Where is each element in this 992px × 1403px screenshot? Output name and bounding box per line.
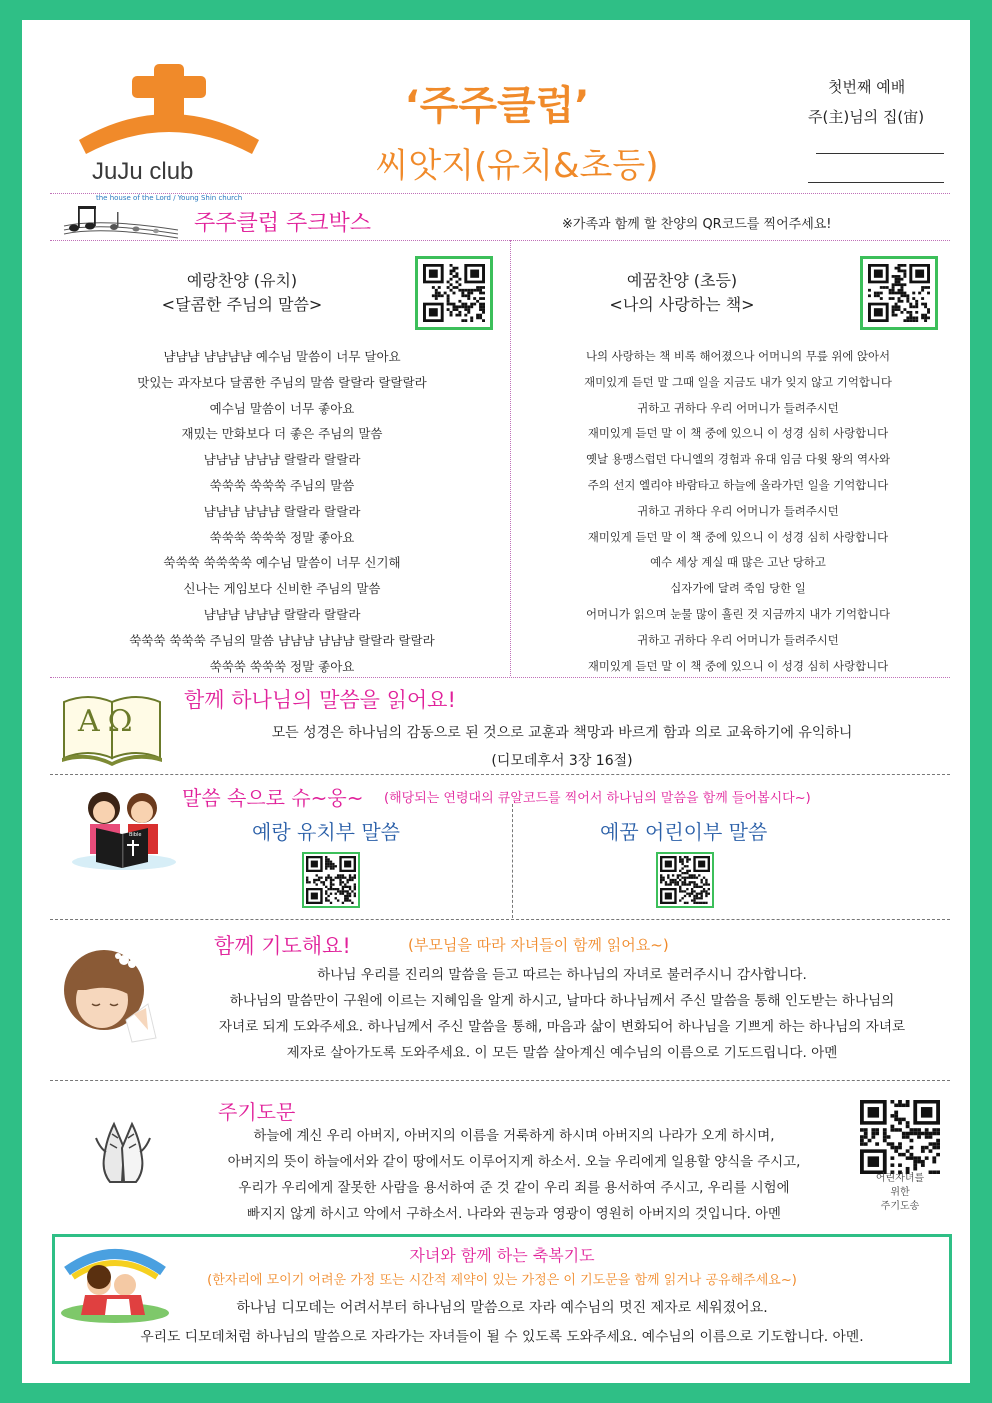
left-song-qr[interactable]	[415, 256, 493, 330]
prayer-line: 하나님의 말씀만이 구원에 이르는 지혜임을 알게 하시고, 날마다 하나님께서 주신 말씀을 통해 인도받는 하나님의	[229, 993, 895, 1009]
lyric-line: 재미있게 듣던 말 그때 일을 지금도 내가 잊지 않고 기억합니다	[584, 374, 892, 389]
blessing-box	[52, 1234, 952, 1364]
kindergarten-label: 예랑 유치부 말씀	[252, 820, 400, 844]
blessing-line: 우리도 디모데처럼 하나님의 말씀으로 자라가는 자녀들이 될 수 있도록 도와주세요. 예수님의 이름으로 기도합니다. 아멘.	[140, 1329, 864, 1345]
lyric-line: 쑥쑥쑥 쑥쑥쑥 정말 좋아요	[209, 658, 355, 674]
word-note: (해당되는 연령대의 큐알코드를 찍어서 하나님의 말씀을 함께 들어봅시다~)	[384, 791, 811, 806]
divider	[50, 1080, 950, 1081]
lyric-line: 예수 세상 계실 때 많은 고난 당하고	[650, 555, 826, 570]
lyric-line: 재미있게 듣던 말 이 책 중에 있으니 이 성경 심히 사랑합니다	[587, 426, 889, 441]
divider	[50, 919, 950, 920]
column-divider	[510, 240, 511, 676]
qr-caption-line: 주기도송	[880, 1201, 920, 1212]
lyric-line: 어머니가 읽으며 눈물 많이 흘린 것 지금까지 내가 기억합니다	[585, 606, 891, 621]
prayer-note: (부모님을 따라 자녀들이 함께 읽어요~)	[408, 936, 669, 954]
lyric-line: 맛있는 과자보다 달콤한 주님의 말씀 랄랄라 랄랄랄라	[137, 374, 427, 390]
blank-line-2	[808, 182, 944, 183]
music-notes-icon	[62, 200, 180, 244]
bulletin-page	[22, 20, 970, 1383]
prayer-line: 제자로 살아가도록 도와주세요. 이 모든 말씀 살아계신 예수님의 이름으로 기도드립니다. 아멘	[286, 1045, 838, 1061]
right-song-subtitle: <나의 사랑하는 책>	[609, 295, 755, 314]
jukebox-title: 주주클럽 주크박스	[194, 211, 372, 236]
left-song-subtitle: <달콤한 주님의 말씀>	[161, 295, 323, 314]
prayer-text	[172, 962, 952, 1066]
lords-prayer-qr[interactable]	[860, 1100, 940, 1174]
page-title: ‘주주클럽’	[404, 83, 590, 129]
qr-caption-line: 어린자녀를	[875, 1173, 925, 1184]
column-divider	[512, 804, 513, 918]
lyric-line: 냠냠냠 냠냠냠 랄랄라 랄랄라	[203, 503, 361, 519]
lords-prayer-qr-caption	[848, 1172, 952, 1214]
lyric-line: 쑥쑥쑥 쑥쑥쑥 정말 좋아요	[209, 529, 355, 545]
logo-text: JuJu club	[92, 158, 194, 185]
blessing-title: 자녀와 함께 하는 축복기도	[409, 1246, 595, 1265]
blessing-line: 하나님 디모데는 어려서부터 하나님의 말씀으로 자라 예수님의 멋진 제자로 세워졌어요.	[236, 1300, 768, 1316]
divider	[50, 193, 950, 194]
kindergarten-qr[interactable]	[302, 852, 360, 908]
lyric-line: 나의 사랑하는 책 비록 해어졌으나 어머니의 무릎 위에 앉아서	[585, 349, 891, 363]
lyric-line: 귀하고 귀하다 우리 어머니가 들려주시던	[637, 632, 839, 647]
children-label: 예꿈 어린이부 말씀	[600, 820, 768, 844]
word-title: 말씀 속으로 슈~웅~	[182, 786, 364, 810]
cross-arch-icon	[74, 62, 264, 162]
left-song-lyrics	[62, 344, 502, 679]
lyric-line: 쑥쑥쑥 쑥쑥쑥 주님의 말씀 냠냠냠 냠냠냠 랄랄라 랄랄라	[129, 632, 435, 648]
reading-verse: 모든 성경은 하나님의 감동으로 된 것으로 교훈과 책망과 바르게 함과 의로 교육하기에 유익하니	[271, 725, 853, 741]
children-qr[interactable]	[656, 852, 714, 908]
alpha-omega-letters: AΩ	[78, 704, 141, 739]
lyric-line: 쑥쑥쑥 쑥쑥쑥 주님의 말씀	[209, 477, 355, 493]
lyric-line: 귀하고 귀하다 우리 어머니가 들려주시던	[637, 400, 839, 415]
lords-prayer-line: 하늘에 계신 우리 아버지, 아버지의 이름을 거룩하게 하시며 아버지의 나라가 오게 하시며,	[253, 1129, 775, 1144]
lyric-line: 냠냠냠 냠냠냠 랄랄라 랄랄라	[203, 452, 361, 468]
right-song-qr[interactable]	[860, 256, 938, 330]
lords-prayer-text	[174, 1124, 854, 1228]
left-song-title: 예랑찬양 (유치)	[186, 271, 298, 290]
lords-prayer-line: 빠지지 않게 하시고 악에서 구하소서. 나라와 권능과 영광이 영원히 아버지의 것입니다. 아멘	[247, 1207, 781, 1222]
prayer-title: 함께 기도해요!	[214, 934, 351, 958]
qr-code-icon	[660, 856, 710, 904]
blessing-note: (한자리에 모이기 어려운 가정 또는 시간적 제약이 있는 가정은 이 기도문을 함께 읽거나 공유해주세요~)	[207, 1273, 797, 1288]
reading-title: 함께 하나님의 말씀을 읽어요!	[184, 688, 456, 712]
lyric-line: 냠냠냠 냠냠냠 랄랄라 랄랄라	[203, 606, 361, 622]
divider	[50, 240, 950, 241]
qr-code-icon	[868, 264, 930, 322]
logo	[74, 62, 264, 202]
lyric-line: 재미있게 듣던 말 이 책 중에 있으니 이 성경 심히 사랑합니다	[587, 529, 889, 544]
house-label: 주(主)님의 집(宙)	[808, 108, 925, 126]
reading-reference: (디모데후서 3장 16절)	[491, 753, 633, 769]
blank-line-1	[816, 153, 944, 154]
lyric-line: 냠냠냠 냠냠냠냠 예수님 말씀이 너무 달아요	[163, 349, 401, 364]
prayer-line: 하나님 우리를 진리의 말씀을 듣고 따르는 하나님의 자녀로 불러주시니 감사합니다.	[317, 967, 807, 983]
worship-label: 첫번째 예배	[828, 78, 906, 96]
right-song-title: 예꿈찬양 (초등)	[626, 271, 738, 290]
alpha-omega-book-icon	[58, 688, 166, 770]
lyric-line: 귀하고 귀하다 우리 어머니가 들려주시던	[637, 503, 839, 518]
divider	[50, 774, 950, 775]
qr-code-icon	[423, 264, 485, 322]
qr-code-icon	[860, 1100, 940, 1174]
praying-hands-icon	[88, 1118, 158, 1192]
jukebox-note: ※가족과 함께 할 찬양의 QR코드를 찍어주세요!	[562, 217, 832, 232]
lyric-line: 예수님 말씀이 너무 좋아요	[209, 400, 355, 416]
lords-prayer-line: 우리가 우리에게 잘못한 사람을 용서하여 준 것 같이 우리 죄를 용서하여 주시고, 우리를 시험에	[238, 1181, 790, 1196]
lyric-line: 쑥쑥쑥 쑥쑥쑥쑥 예수님 말씀이 너무 신기해	[163, 555, 401, 571]
divider	[50, 677, 950, 678]
lords-prayer-line: 아버지의 뜻이 하늘에서와 같이 땅에서도 이루어지게 하소서. 오늘 우리에게 일용할 양식을 주시고,	[227, 1155, 801, 1170]
lyric-line: 재밌는 만화보다 더 좋은 주님의 말씀	[181, 426, 383, 442]
kids-reading-bible-icon	[62, 782, 182, 876]
lyric-line: 옛날 용맹스럽던 다니엘의 경험과 유대 임금 다윗 왕의 역사와	[585, 452, 891, 467]
page-subtitle: 씨앗지(유치&초등)	[375, 146, 659, 186]
prayer-line: 자녀로 되게 도와주세요. 하나님께서 주신 말씀을 통해, 마음과 삶이 변화되어 하나님을 기쁘게 하는 하나님의 자녀로	[218, 1019, 906, 1035]
right-song-lyrics	[518, 344, 958, 679]
qr-caption-line: 위한	[890, 1187, 910, 1198]
bible-label: Bible	[129, 832, 142, 838]
logo-subtitle: the house of the Lord / Young Shin church	[96, 194, 243, 202]
lyric-line: 신나는 게임보다 신비한 주님의 말씀	[183, 581, 381, 597]
qr-code-icon	[306, 856, 356, 904]
lyric-line: 재미있게 듣던 말 이 책 중에 있으니 이 성경 심히 사랑합니다	[587, 658, 889, 673]
lords-prayer-title: 주기도문	[218, 1100, 296, 1124]
praying-girl-icon	[56, 942, 176, 1056]
lyric-line: 주의 선지 엘리야 바람타고 하늘에 올라가던 일을 기억합니다	[587, 477, 889, 492]
lyric-line: 십자가에 달려 죽임 당한 일	[670, 581, 806, 596]
